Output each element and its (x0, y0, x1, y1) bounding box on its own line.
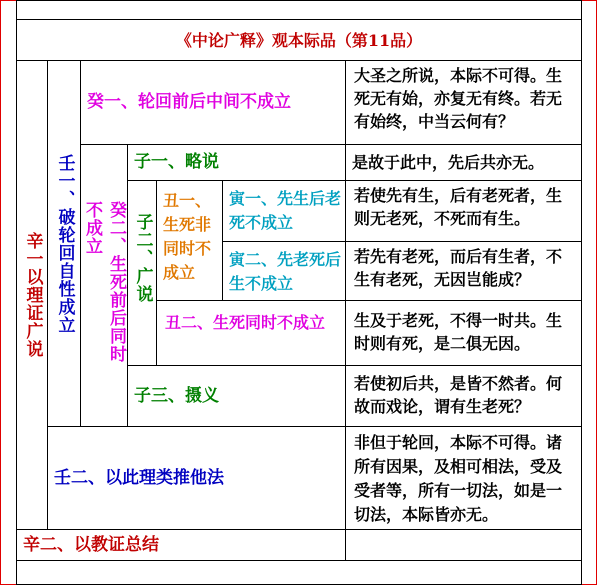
xin2-cell: 辛二、以教证总结 (16, 529, 346, 561)
gui2-label: 癸二、生死前后同时不成立 (82, 200, 126, 363)
ren2-verse: 非但于轮回，本际不可得。诸所有因果，及相可相法，受及受者等，所有一切法，如是一切法，本际皆亦无。 (345, 426, 582, 530)
chou2-verse: 生及于老死，不得一时共。生时则有死，是二俱无因。 (345, 300, 582, 366)
yin2-cell: 寅二、先老死后生不成立 (222, 241, 346, 301)
zi3-cell: 子三、摄义 (127, 365, 346, 427)
chou2-cell: 丑二、生死同时不成立 (156, 300, 346, 366)
bottom-empty-row (16, 560, 582, 585)
zi3-verse: 若使初后共，是皆不然者。何故而戏论，谓有生老死？ (345, 365, 582, 427)
ren2-cell: 壬二、以此理类推他法 (47, 426, 346, 530)
zi2-cell (127, 180, 157, 366)
top-empty-row (16, 0, 582, 20)
yin2-verse: 若先有老死，而后有生者，不生有老死，无因岂能成？ (345, 241, 582, 301)
gui1-verse: 大圣之所说，本际不可得。生死无有始，亦复无有终。若无有始终，中当云何有？ (345, 60, 582, 145)
ren1-cell: 壬一、破轮回自性成立 (47, 60, 81, 427)
chou1-cell: 丑一、生死非同时不成立 (156, 180, 223, 301)
yin1-cell: 寅一、先生后老死不成立 (222, 180, 346, 242)
xin1-cell: 辛一以理证广说 (16, 60, 48, 530)
zi1-verse: 是故于此中，先后共亦无。 (345, 144, 582, 181)
table-title: 《中论广释》观本际品（第11品） (16, 19, 582, 61)
xin2-empty (345, 529, 582, 561)
gui1-cell: 癸一、轮回前后中间不成立 (80, 60, 346, 145)
zi2-label: 子二、广说 (132, 213, 153, 303)
zi1-cell: 子一、略说 (127, 144, 346, 181)
gui2-cell (80, 144, 128, 427)
yin1-verse: 若使先有生，后有老死者，生则无老死，不死而有生。 (345, 180, 582, 242)
